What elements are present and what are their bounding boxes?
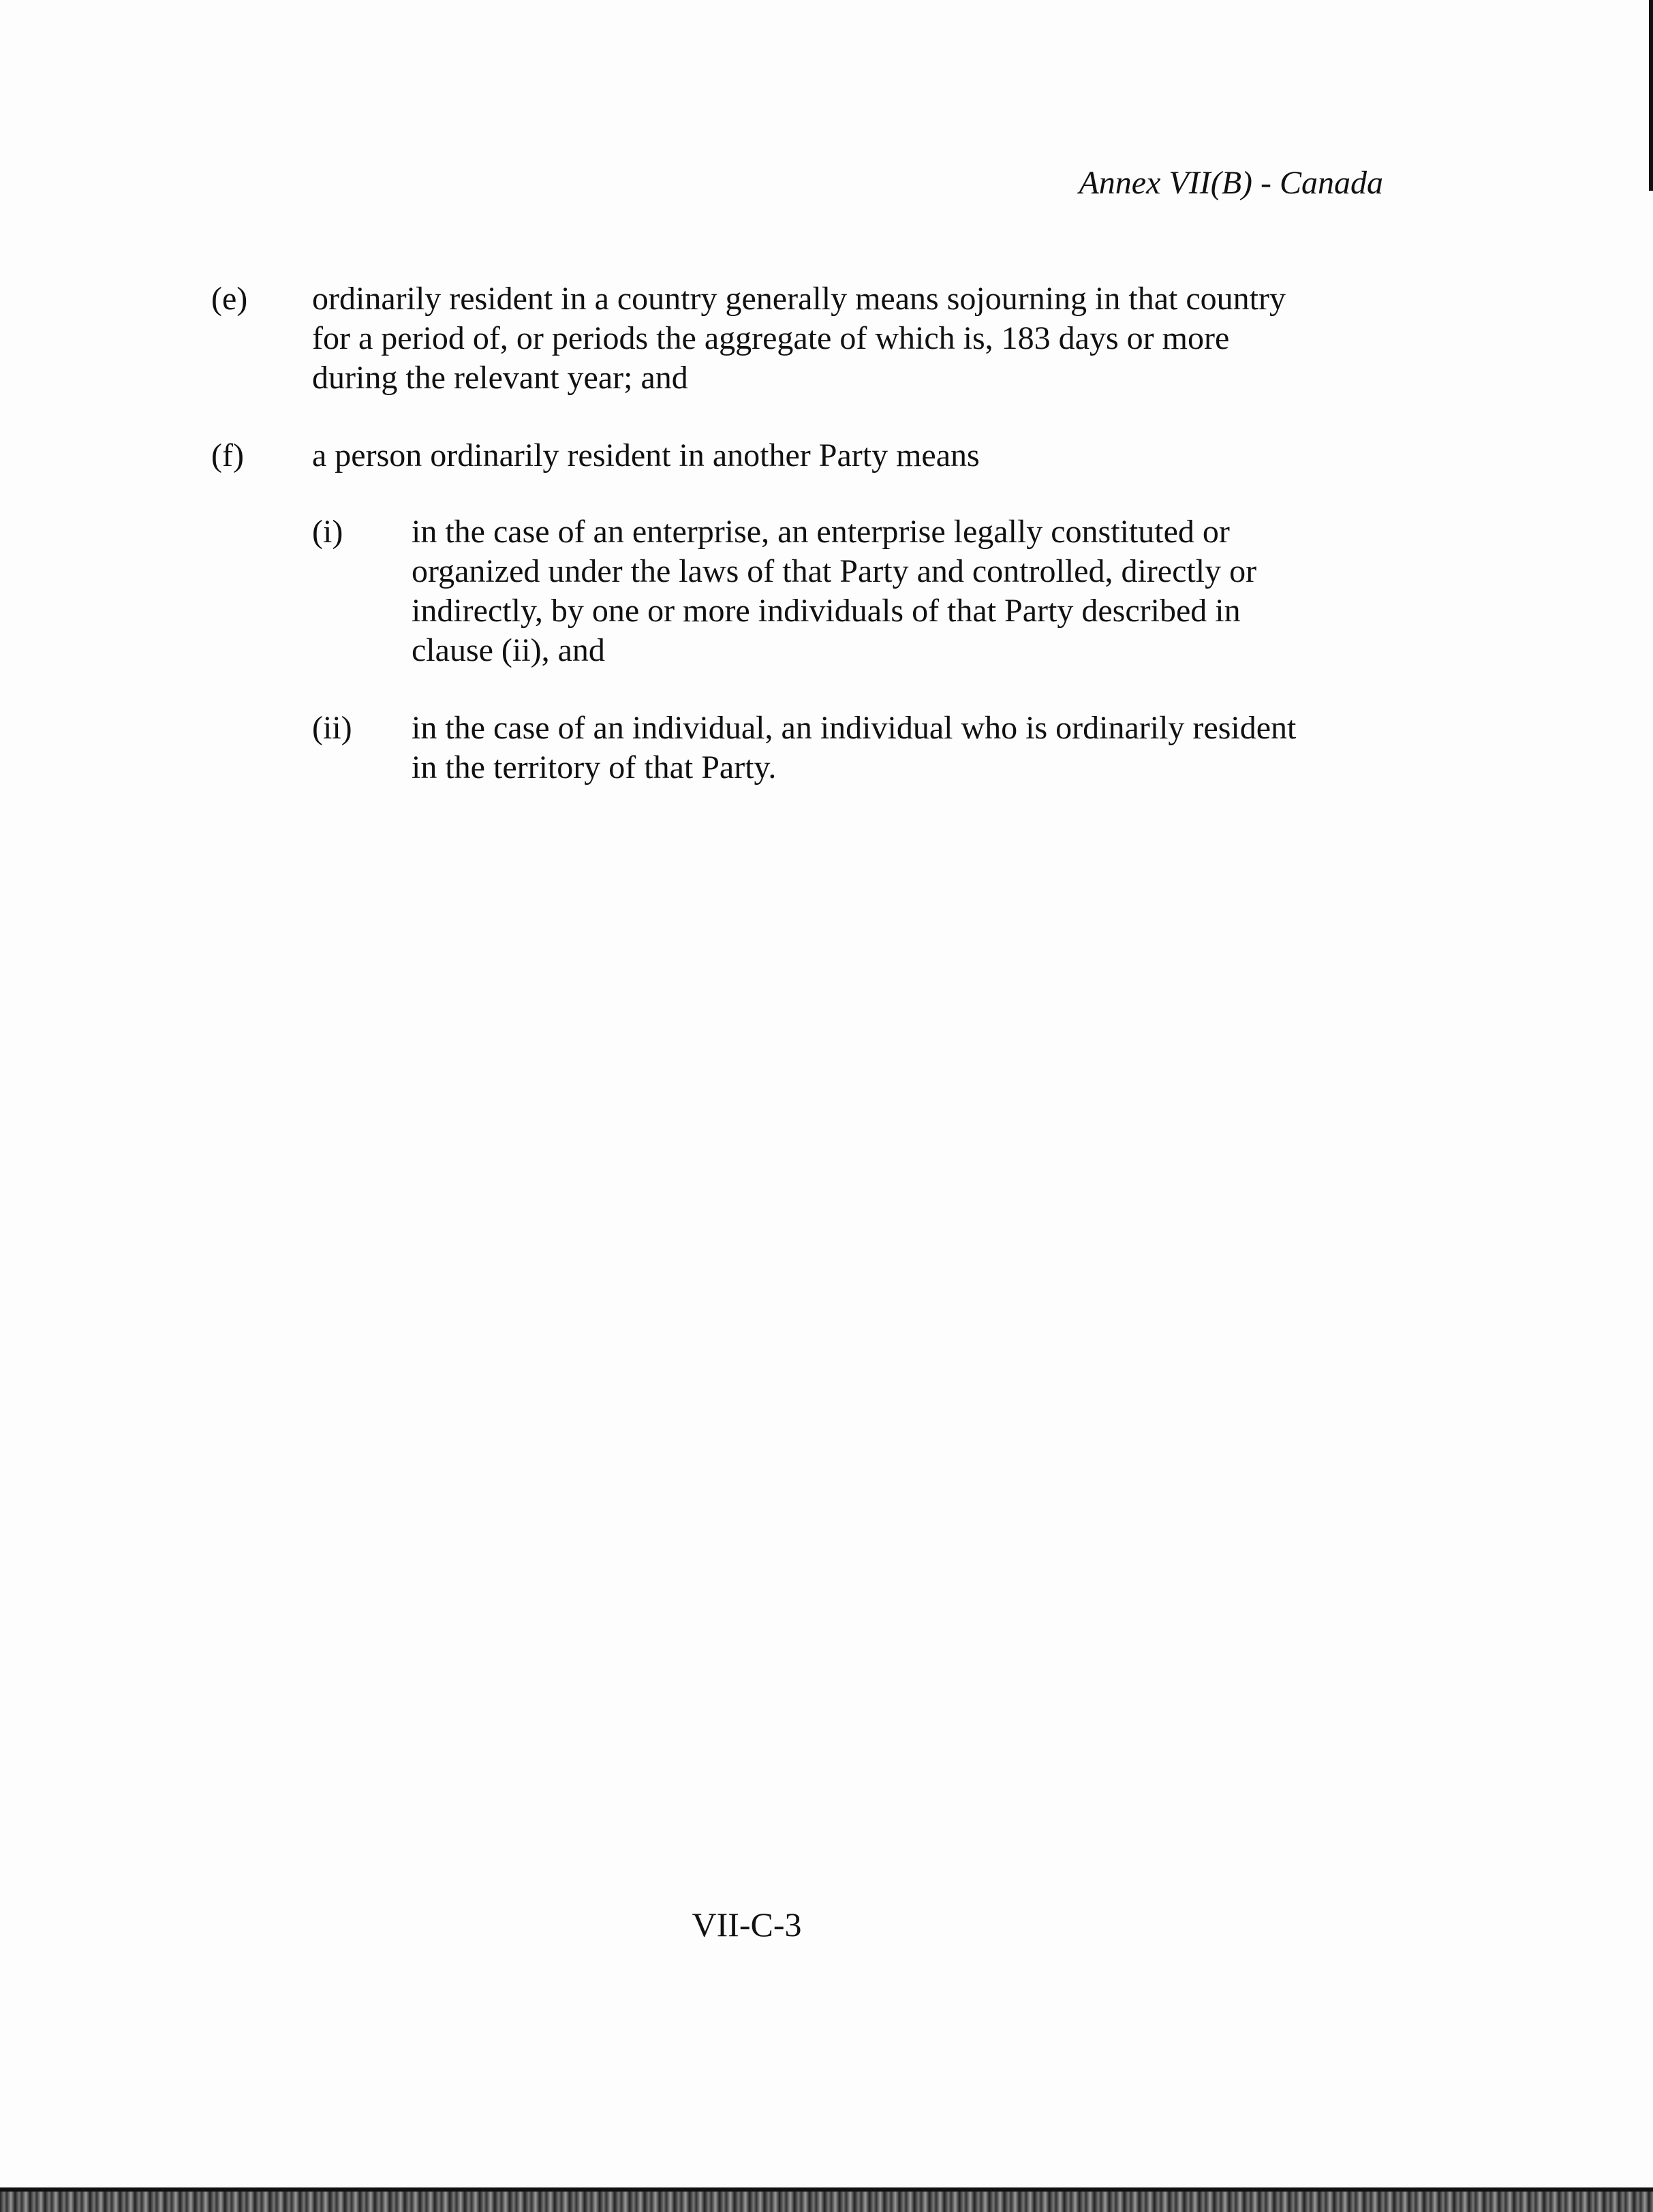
item-f-text [312,436,980,476]
item-e-line: during the relevant year; and [312,360,688,396]
item-e-line: ordinarily resident in a country generally means sojourning in that country [312,281,1286,317]
subitem-ii-text [412,708,1296,788]
item-e-line: for a period of, or periods the aggregate of which is, 183 days or more [312,320,1230,356]
annex-header: Annex VII(B) - Canada [1079,165,1383,201]
scan-edge-right [1649,0,1653,191]
item-e-text [312,279,1286,398]
subitem-i-line: organized under the laws of that Party and controlled, directly or [412,553,1257,589]
page-number: VII-C-3 [692,1905,802,1944]
item-e-label: (e) [211,281,248,317]
subitem-i-text [412,512,1256,670]
subitem-i-line: clause (ii), and [412,632,605,668]
subitem-i-label: (i) [312,514,343,550]
subitem-ii-line: in the case of an individual, an individual who is ordinarily resident [412,710,1297,746]
subitem-i-line: in the case of an enterprise, an enterprise legally constituted or [412,514,1230,550]
item-f-label: (f) [211,437,244,473]
subitem-i-line: indirectly, by one or more individuals of that Party described in [412,593,1241,629]
scan-edge-bottom [0,2192,1653,2212]
item-f-line: a person ordinarily resident in another Party means [312,437,980,473]
subitem-ii-line: in the territory of that Party. [412,749,777,785]
subitem-ii-label: (ii) [312,710,352,746]
